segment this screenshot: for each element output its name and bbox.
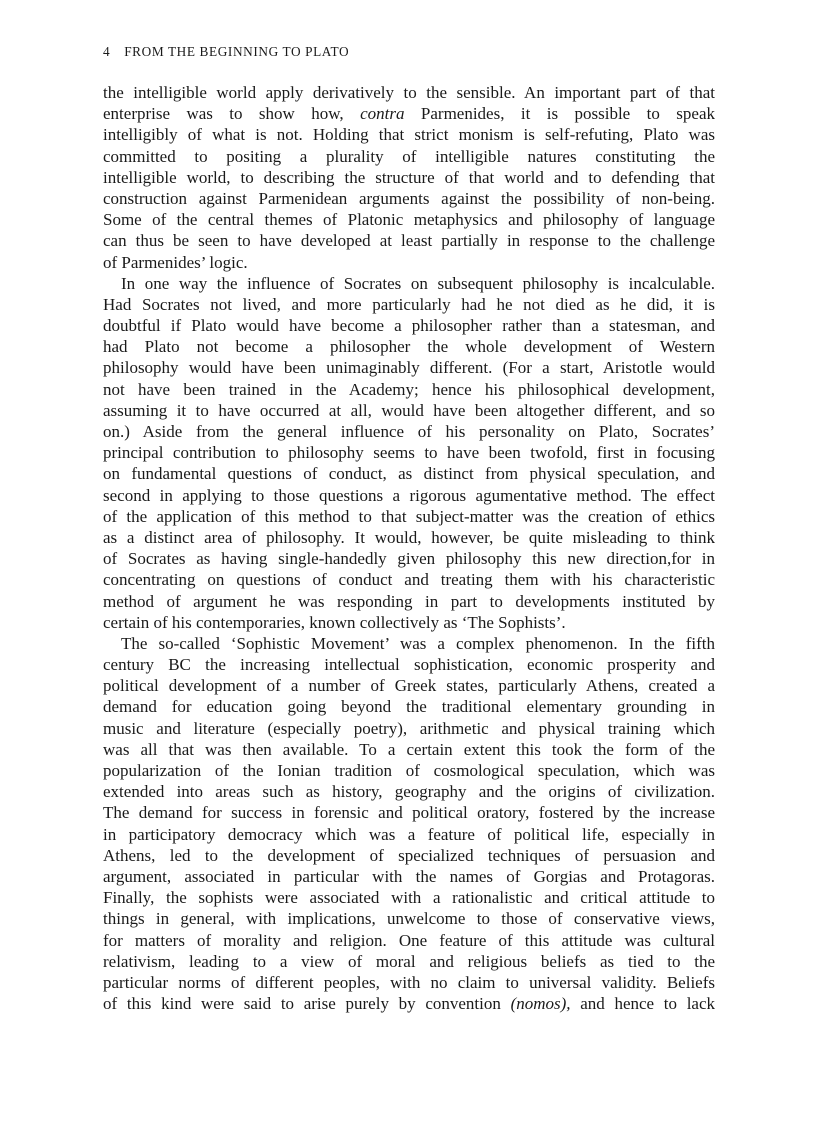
text-line: on fundamental questions of conduct, as distinct from physical speculation, and <box>103 464 715 484</box>
text-line: for matters of morality and religion. One feature of this attitude was cultural <box>103 930 715 950</box>
text-line: The demand for success in forensic and political oratory, fostered by the increase <box>103 803 715 823</box>
text-line: political development of a number of Greek states, particularly Athens, created a <box>103 676 715 696</box>
text-line: of the application of this method to that subject-matter was the creation of ethics <box>103 506 715 526</box>
text-line: of this kind were said to arise purely by convention (nomos), and hence to lack <box>103 994 716 1014</box>
paragraph <box>103 273 715 633</box>
text-line: argument, associated in particular with the names of Gorgias and Protagoras. <box>103 866 715 886</box>
text-line: things in general, with implications, unwelcome to those of conservative views, <box>103 909 715 929</box>
text-line: on.) Aside from the general influence of his personality on Plato, Socrates’ <box>103 422 715 441</box>
italic-term: contra <box>360 104 405 124</box>
running-header <box>103 44 349 60</box>
text-line: intelligibly of what is not. Holding that strict monism is self-refuting, Plato was <box>103 125 715 145</box>
body-text <box>103 82 715 1014</box>
text-line: concentrating on questions of conduct and treating them with his characteristic <box>103 570 715 590</box>
text-line: extended into areas such as history, geography and the origins of civilization. <box>103 782 715 802</box>
text-line: popularization of the Ionian tradition of cosmological speculation, which was <box>103 761 715 780</box>
text-line: demand for education going beyond the traditional elementary grounding in <box>103 697 715 717</box>
text-line: second in applying to those questions a rigorous agumentative method. The effect <box>103 485 715 505</box>
text-line: construction against Parmenidean arguments against the possibility of non-being. <box>103 188 715 208</box>
text-line: philosophy would have been unimaginably different. (For a start, Aristotle would <box>103 358 715 378</box>
text-line: was all that was then available. To a certain extent this took the form of the <box>103 739 715 759</box>
text-line: The so-called ‘Sophistic Movement’ was a complex phenomenon. In the fifth <box>121 633 715 653</box>
text-line: principal contribution to philosophy seems to have been twofold, first in focusing <box>103 443 715 463</box>
paragraph <box>103 82 715 273</box>
text-line: particular norms of different peoples, with no claim to universal validity. Beliefs <box>103 972 715 992</box>
text-line: in participatory democracy which was a feature of political life, especially in <box>103 824 715 844</box>
text-line: enterprise was to show how, contra Parmenides, it is possible to speak <box>103 104 715 124</box>
text-line: intelligible world, to describing the structure of that world and to defending that <box>103 167 715 187</box>
text-line: Finally, the sophists were associated with a rationalistic and critical attitude to <box>103 888 715 908</box>
text-line: Had Socrates not lived, and more particularly had he not died as he did, it is <box>103 294 715 314</box>
text-line: method of argument he was responding in part to developments instituted by <box>103 591 715 611</box>
running-title: FROM THE BEGINNING TO PLATO <box>124 44 350 59</box>
paragraph <box>103 633 715 1014</box>
text-line: as a distinct area of philosophy. It would, however, be quite misleading to think <box>103 527 715 547</box>
text-line: Athens, led to the development of specialized techniques of persuasion and <box>103 845 715 865</box>
italic-term: (nomos), <box>510 994 571 1014</box>
text-line: In one way the influence of Socrates on subsequent philosophy is incalculable. <box>121 273 715 293</box>
text-line: can thus be seen to have developed at least partially in response to the challenge <box>103 231 715 251</box>
text-line: the intelligible world apply derivatively to the sensible. An important part of that <box>103 83 715 102</box>
text-line: relativism, leading to a view of moral and religious beliefs as tied to the <box>103 951 715 971</box>
text-line: music and literature (especially poetry), arithmetic and physical training which <box>103 718 715 738</box>
text-line: century BC the increasing intellectual sophistication, economic prosperity and <box>103 655 715 675</box>
text-line: Some of the central themes of Platonic metaphysics and philosophy of language <box>103 210 715 230</box>
text-line: assuming it to have occurred at all, would have been altogether different, and so <box>103 400 715 420</box>
text-line: of Socrates as having single-handedly given philosophy this new direction,for in <box>103 549 715 569</box>
text-line: committed to positing a plurality of intelligible natures constituting the <box>103 146 715 166</box>
text-line: of Parmenides’ logic. <box>103 252 248 272</box>
text-line: not have been trained in the Academy; hence his philosophical development, <box>103 379 715 399</box>
text-line: had Plato not become a philosopher the whole development of Western <box>103 337 715 357</box>
text-line: doubtful if Plato would have become a philosopher rather than a statesman, and <box>103 316 715 336</box>
text-line: certain of his contemporaries, known collectively as ‘The Sophists’. <box>103 612 566 632</box>
page-number: 4 <box>103 44 111 59</box>
